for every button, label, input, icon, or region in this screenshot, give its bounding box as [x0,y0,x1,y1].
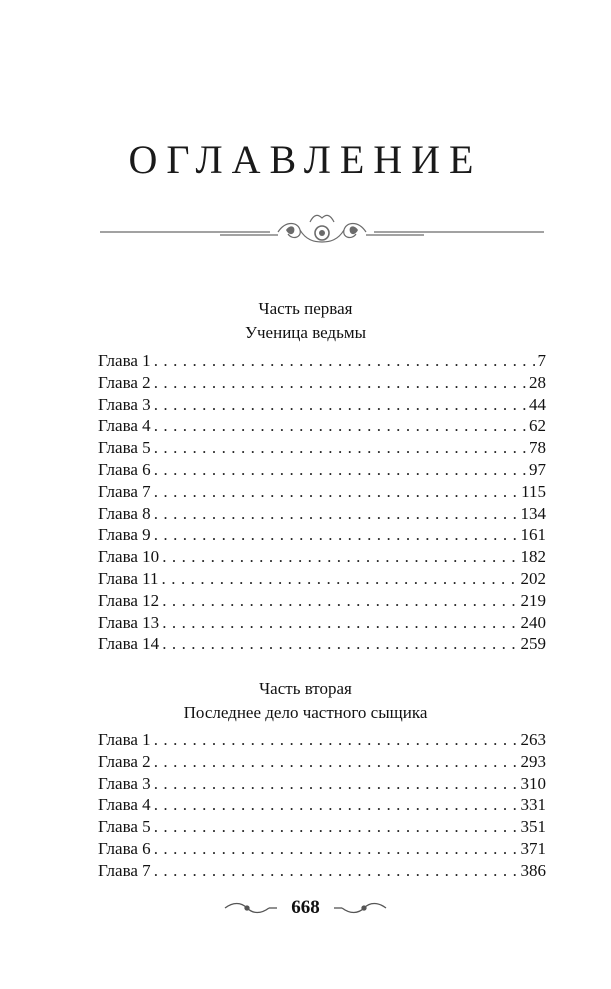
dot-leader [154,481,518,503]
page-number-footer: 668 [291,897,320,918]
chapter-label: Глава 4 [98,795,151,815]
page-number: 240 [520,612,546,632]
toc-entry[interactable] [98,633,546,655]
page-number: 351 [520,817,546,837]
chapter-label: Глава 8 [98,503,151,523]
dot-leader [154,372,526,394]
dot-leader [154,415,526,437]
page-number: 386 [520,860,546,880]
chapter-label: Глава 11 [98,568,159,588]
part-title: Последнее дело частного сыщика [183,703,428,722]
dot-leader [154,860,518,882]
toc-entry[interactable] [98,437,546,459]
toc-entry[interactable] [98,860,546,882]
part-heading [0,677,611,725]
chapter-label: Глава 7 [98,860,151,880]
toc-entry[interactable] [98,415,546,437]
chapter-label: Глава 14 [98,634,160,654]
toc-entry[interactable] [98,568,546,590]
chapter-label: Глава 13 [98,612,160,632]
dot-leader [154,524,518,546]
page-number: 115 [521,481,546,501]
page-number: 182 [520,547,546,567]
chapter-label: Глава 4 [98,416,151,436]
toc-entry[interactable] [98,546,546,568]
ornament-divider-icon [100,212,544,252]
dot-leader [154,503,518,525]
toc-entry[interactable] [98,794,546,816]
chapter-label: Глава 6 [98,838,151,858]
toc-entry[interactable] [98,350,546,372]
toc-entry[interactable] [98,503,546,525]
dot-leader [162,590,517,612]
toc-entry[interactable] [98,751,546,773]
chapter-label: Глава 5 [98,817,151,837]
toc-entry[interactable] [98,773,546,795]
toc-entry[interactable] [98,524,546,546]
chapter-label: Глава 2 [98,372,151,392]
toc-entry[interactable] [98,729,546,751]
page-number: 161 [520,525,546,545]
dot-leader [154,838,518,860]
toc-entry[interactable] [98,838,546,860]
page-number: 293 [520,751,546,771]
page-number: 7 [537,351,546,370]
chapter-label: Глава 6 [98,459,151,479]
page-number: 134 [520,503,546,523]
page-number: 259 [520,634,546,654]
chapter-label: Глава 5 [98,438,151,458]
dot-leader [162,546,517,568]
chapter-label: Глава 3 [98,773,151,793]
page-number: 44 [529,394,546,414]
part-heading [0,297,611,345]
page-number: 263 [520,730,546,749]
chapter-label: Глава 10 [98,547,160,567]
toc-entry[interactable] [98,372,546,394]
dot-leader [154,751,518,773]
dot-leader [154,773,518,795]
chapter-label: Глава 1 [98,730,151,749]
folio-flourish-left-icon [223,901,279,915]
page-number: 28 [529,372,546,392]
chapter-label: Глава 12 [98,590,160,610]
chapter-label: Глава 1 [98,351,151,370]
chapter-label: Глава 2 [98,751,151,771]
chapter-label: Глава 7 [98,481,151,501]
page-number: 62 [529,416,546,436]
toc-entry[interactable] [98,459,546,481]
folio [0,897,611,923]
page-number: 97 [529,459,546,479]
page-number: 310 [520,773,546,793]
toc-list [98,350,546,655]
part-label: Часть вторая [259,679,352,698]
dot-leader [154,437,526,459]
chapter-label: Глава 9 [98,525,151,545]
dot-leader [154,394,526,416]
toc-entry[interactable] [98,394,546,416]
dot-leader [154,350,535,372]
dot-leader [154,794,518,816]
folio-flourish-right-icon [332,901,388,915]
toc-entry[interactable] [98,612,546,634]
page-number: 219 [520,590,546,610]
page-number: 371 [520,838,546,858]
dot-leader [154,816,518,838]
dot-leader [162,568,518,590]
page-number: 331 [520,795,546,815]
dot-leader [162,612,517,634]
toc-entry[interactable] [98,481,546,503]
part-label: Часть первая [258,299,353,318]
toc-list [98,729,546,882]
toc-entry[interactable] [98,590,546,612]
dot-leader [154,729,518,751]
part-title: Ученица ведьмы [244,323,367,342]
toc-entry[interactable] [98,816,546,838]
page-title: ОГЛАВЛЕНИЕ [128,137,483,182]
dot-leader [162,633,517,655]
dot-leader [154,459,526,481]
page-number: 202 [520,568,546,588]
chapter-label: Глава 3 [98,394,151,414]
page-number: 78 [529,438,546,458]
